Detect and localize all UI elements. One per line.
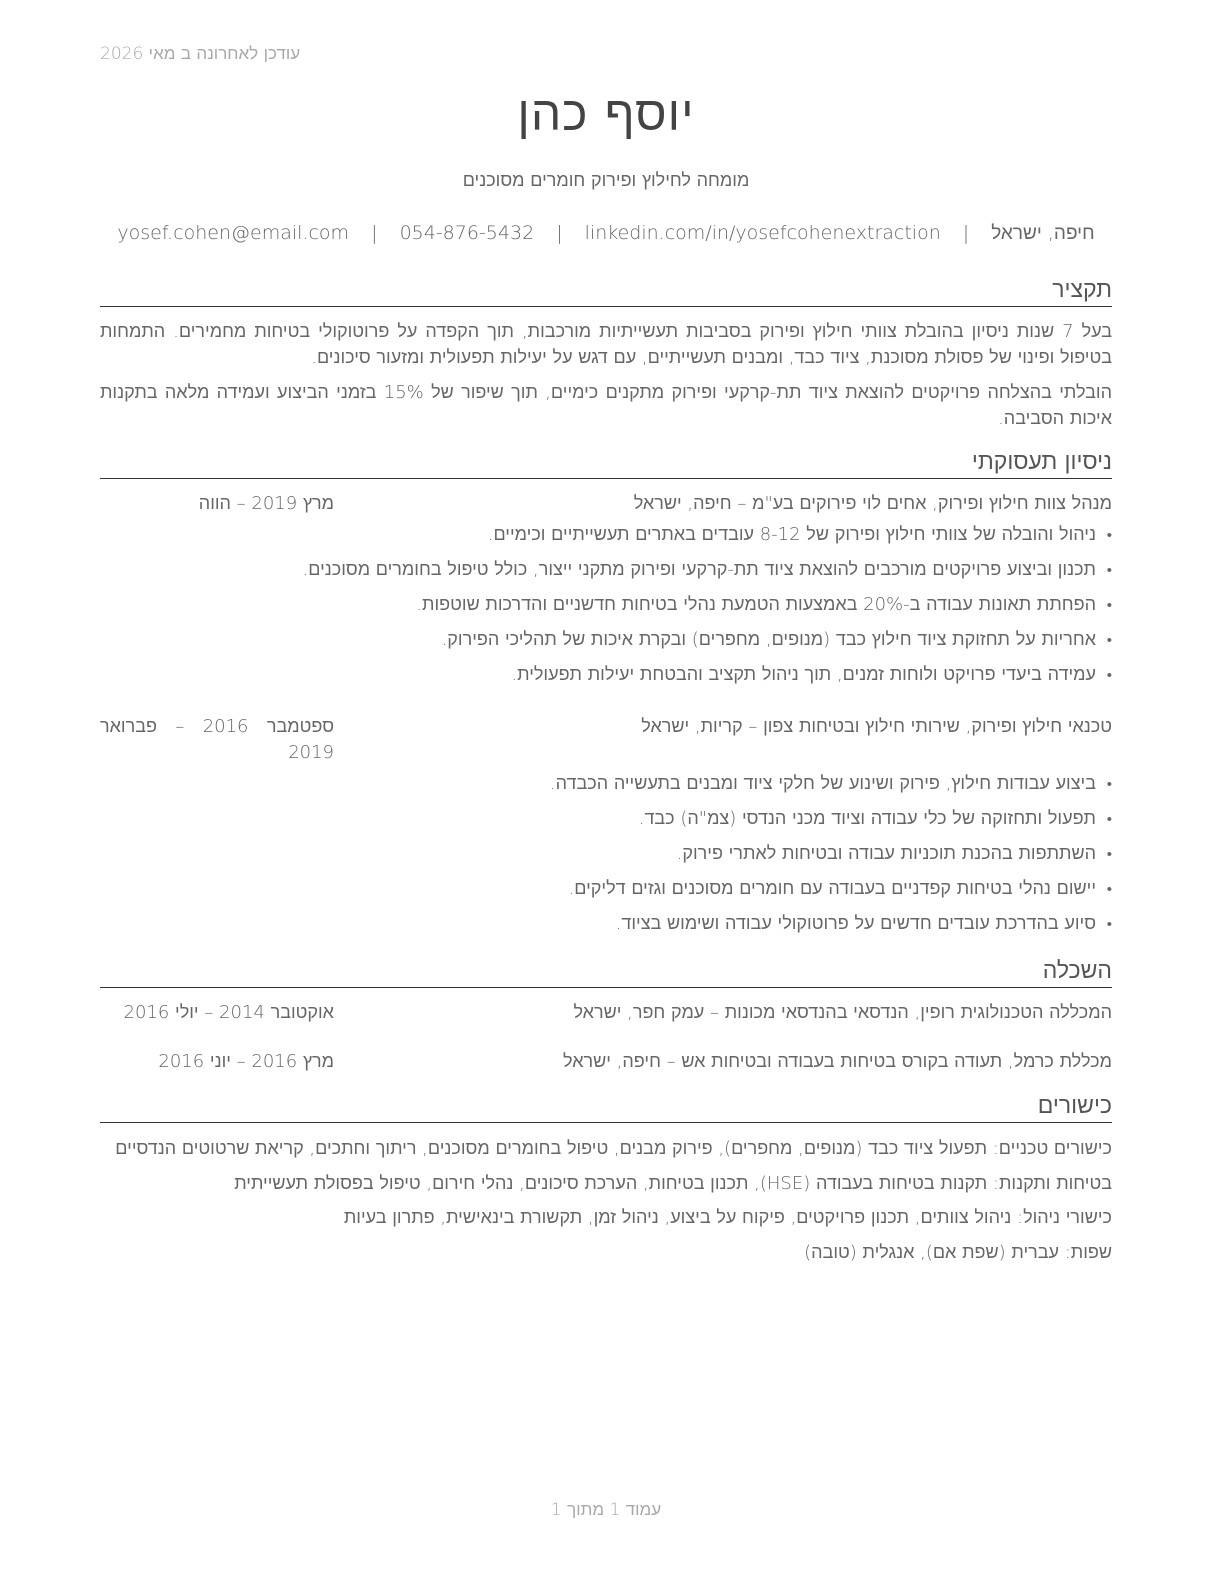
skills-line: כישורים טכניים: תפעול ציוד כבד (מנופים, מחפרים), פירוק מבנים, טיפול בחומרים מסוכנים, ריתוך וחתכים, קריאת שרטוטים הנדסיים — [115, 1138, 1112, 1159]
list-item: • יישום נהלי בטיחות קפדניים בעבודה עם חומרים מסוכנים וגזים דליקים. — [100, 876, 1112, 911]
summary-paragraph: בעל 7 שנות ניסיון בהובלת צוותי חילוץ ופירוק בסביבות תעשייתיות מורכבות, תוך הקפדה על פרוטוקולי בטיחות מחמירים. התמחות בטיפול ופינוי של פסולת מסוכנת, ציוד כבד, ומבנים תעשייתיים, עם דגש על יעילות תפעולית ומזעור סיכונים. — [100, 321, 1112, 368]
contact-separator: | — [962, 222, 970, 244]
candidate-title: מומחה לחילוץ ופירוק חומרים מסוכנים — [462, 170, 750, 191]
skills-list — [100, 1136, 1112, 1274]
job-bullets — [100, 522, 1112, 697]
list-item: • ביצוע עבודות חילוץ, פירוק ושינוע של חלקי ציוד ומבנים בתעשייה הכבדה. — [100, 771, 1112, 806]
candidate-name: יוסף כהן — [517, 86, 695, 142]
list-item: • הפחתת תאונות עבודה ב-20% באמצעות הטמעת נהלי בטיחות חדשניים והדרכות שוטפות. — [100, 592, 1112, 627]
job-dates: ספטמבר 2016 – פברואר 2019 — [100, 716, 334, 763]
skills-line: בטיחות ותקנות: תקנות בטיחות בעבודה (HSE), תכנון בטיחות, הערכת סיכונים, נהלי חירום, טיפול בפסולת תעשייתית — [234, 1172, 1112, 1194]
section-heading-experience: ניסיון תעסוקתי — [100, 447, 1112, 479]
job-bullets — [100, 771, 1112, 946]
job-title: טכנאי חילוץ ופירוק, שירותי חילוץ ובטיחות צפון – קריות, ישראל — [641, 716, 1112, 737]
contact-linkedin-link[interactable]: linkedin.com/in/yosefcohenextraction — [584, 222, 941, 244]
job-dates: מרץ 2019 – הווה — [198, 493, 334, 514]
education-dates: מרץ 2016 – יוני 2016 — [158, 1051, 334, 1072]
contact-separator: | — [556, 222, 563, 244]
last-updated-text: עודכן לאחרונה ב מאי 2026 — [100, 44, 301, 64]
section-heading-summary: תקציר — [100, 275, 1112, 307]
job-title: מנהל צוות חילוץ ופירוק, אחים לוי פירוקים בע"מ – חיפה, ישראל — [633, 493, 1112, 514]
list-item: • אחריות על תחזוקת ציוד חילוץ כבד (מנופים, מחפרים) ובקרת איכות של תהליכי הפירוק. — [100, 627, 1112, 662]
list-item: • עמידה ביעדי פרויקט ולוחות זמנים, תוך ניהול תקציב והבטחת יעילות תפעולית. — [100, 662, 1112, 697]
contact-location: חיפה, ישראל — [991, 222, 1095, 244]
skills-line: שפות: עברית (שפת אם), אנגלית (טובה) — [804, 1241, 1112, 1263]
resume-page — [100, 0, 1112, 1584]
education-title: המכללה הטכנולוגית רופין, הנדסאי בהנדסאי מכונות – עמק חפר, ישראל — [573, 1002, 1112, 1023]
contact-email-link[interactable]: yosef.cohen@email.com — [117, 222, 350, 244]
education-title: מכללת כרמל, תעודה בקורס בטיחות בעבודה ובטיחות אש – חיפה, ישראל — [563, 1051, 1112, 1072]
list-item: • השתתפות בהכנת תוכניות עבודה ובטיחות לאתרי פירוק. — [100, 841, 1112, 876]
page-number: עמוד 1 מתוך 1 — [550, 1500, 662, 1520]
contact-line — [100, 222, 1112, 245]
section-heading-skills: כישורים — [100, 1091, 1112, 1123]
contact-phone[interactable]: 054-876-5432 — [399, 222, 535, 244]
list-item: • ניהול והובלה של צוותי חילוץ ופירוק של 8-12 עובדים באתרים תעשייתיים וכימיים. — [100, 522, 1112, 557]
section-heading-education: השכלה — [100, 956, 1112, 988]
education-dates: אוקטובר 2014 – יולי 2016 — [123, 1002, 334, 1023]
summary-paragraph: הובלתי בהצלחה פרויקטים להוצאת ציוד תת-קרקעי ופירוק מתקנים כימיים, תוך שיפור של 15% בזמני הביצוע ועמידה מלאה בתקנות איכות הסביבה. — [100, 382, 1113, 429]
list-item: • תכנון וביצוע פרויקטים מורכבים להוצאת ציוד תת-קרקעי ופירוק מתקני ייצור, כולל טיפול בחומרים מסוכנים. — [100, 557, 1112, 592]
skills-line: כישורי ניהול: ניהול צוותים, תכנון פרויקטים, פיקוח על ביצוע, ניהול זמן, תקשורת בינאישית, פתרון בעיות — [343, 1207, 1112, 1228]
list-item: • תפעול ותחזוקה של כלי עבודה וציוד מכני הנדסי (צמ"ה) כבד. — [100, 806, 1112, 841]
contact-separator: | — [371, 222, 378, 244]
list-item: • סיוע בהדרכת עובדים חדשים על פרוטוקולי עבודה ושימוש בציוד. — [100, 911, 1112, 946]
